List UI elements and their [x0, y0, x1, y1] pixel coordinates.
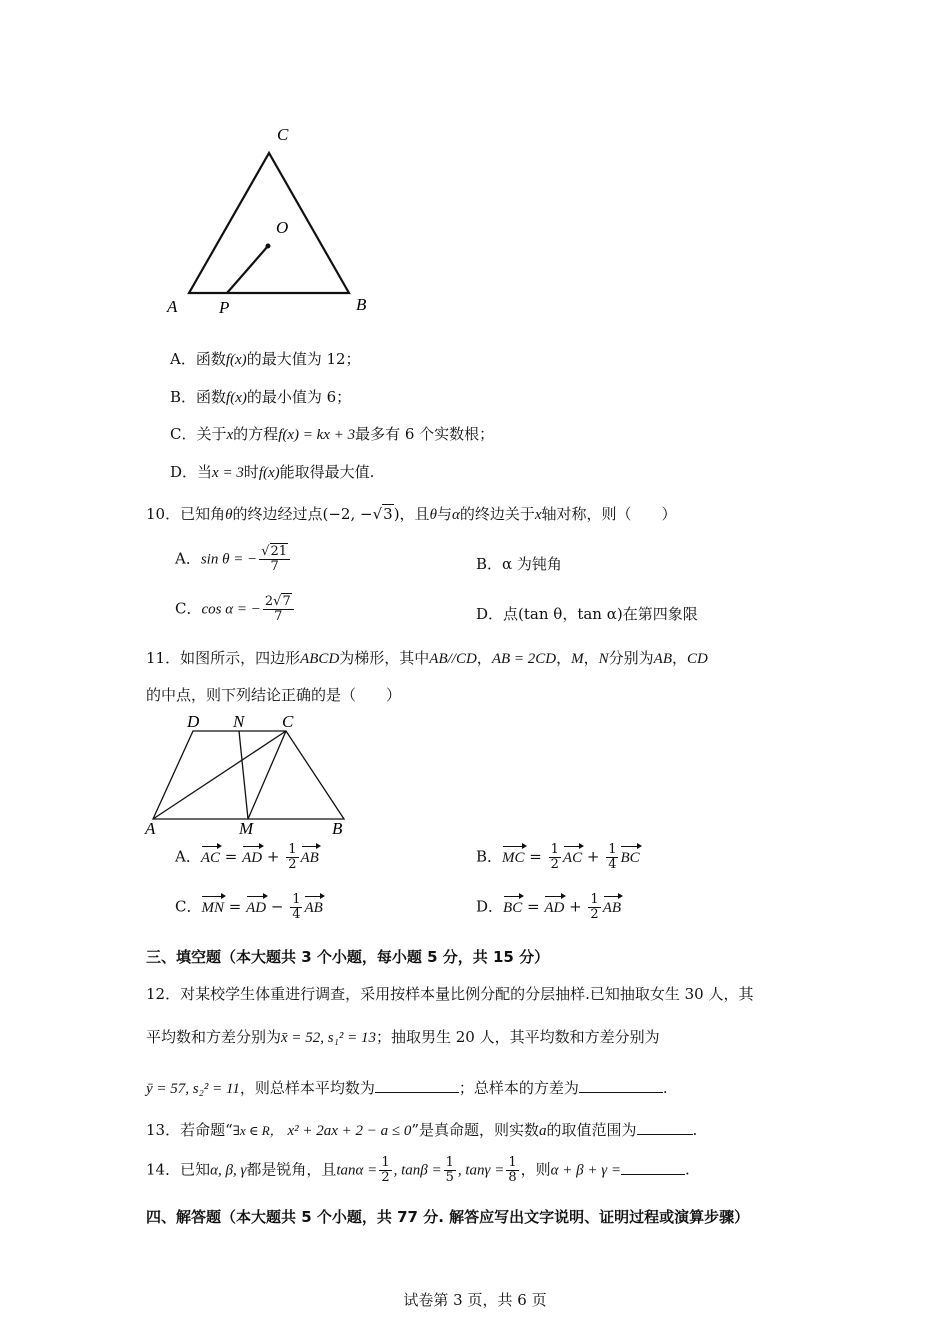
section-heading-fill-in: 三、填空题（本大题共 3 个小题，每小题 5 分，共 15 分）: [146, 948, 550, 966]
answer-blank-range[interactable]: [637, 1120, 693, 1135]
q14-line: 14．已知α, β, γ都是锐角，且tanα = $\frac{1}{2}$ , tanβ = $\frac{1}{5}$ , tanγ = $\frac{1}{8}$ ，则α + β + γ = .: [146, 1155, 690, 1185]
label-c: C: [282, 712, 294, 731]
label-d: D: [187, 712, 200, 731]
q9-option-b: B．函数f(x)的最小值为 6；: [170, 388, 352, 406]
q10-option-d: D．点(tan θ，tan α)在第四象限: [476, 605, 698, 623]
label-a: A: [167, 297, 178, 316]
label-m: M: [239, 819, 254, 838]
q10-stem: 10．已知角θ的终边经过点(−2, −√3)，且θ与α的终边关于x轴对称，则（ ）: [146, 505, 677, 523]
q11-stem-line-2: 的中点，则下列结论正确的是（ ）: [146, 686, 402, 704]
answer-blank-mean[interactable]: [375, 1078, 459, 1093]
label-o: O: [276, 218, 289, 237]
answer-blank-sum[interactable]: [621, 1160, 685, 1175]
label-b: B: [356, 295, 367, 314]
segment-mn: [239, 731, 248, 819]
q9-option-d: D．当x = 3时f(x)能取得最大值.: [170, 463, 375, 481]
q9-option-c: C．关于x的方程f(x) = kx + 3最多有 6 个实数根；: [170, 425, 495, 443]
label-b: B: [332, 819, 343, 838]
label-c: C: [277, 125, 289, 144]
q10-option-b: B．α 为钝角: [476, 555, 562, 573]
triangle-abc: [189, 153, 349, 293]
point-o: [266, 244, 271, 249]
q10-option-c: C．cos α = − $\frac{2√7}{7}$: [175, 595, 296, 624]
label-n: N: [233, 712, 245, 731]
q12-line-1: 12．对某校学生体重进行调查，采用按样本量比例分配的分层抽样.已知抽取女生 30 人，其: [146, 985, 754, 1003]
q9-option-a: A．函数f(x)的最大值为 12；: [170, 350, 361, 368]
page-footer: 试卷第 3 页，共 6 页: [403, 1291, 547, 1309]
label-p: P: [219, 298, 230, 317]
segment-po: [227, 246, 268, 293]
q13-line: 13．若命题“∃x ∈ R， x² + 2ax + 2 − a ≤ 0”是真命题，则实数a的取值范围为 .: [146, 1121, 698, 1139]
q11-stem-line-1: 11．如图所示，四边形ABCD为梯形，其中AB//CD，AB = 2CD，M，N分别为AB，CD: [146, 649, 708, 667]
q12-line-2: 平均数和方差分别为x̄ = 52, s₁² = 13；抽取男生 20 人，其平均数和方差分别为: [146, 1028, 660, 1046]
section-heading-solutions: 四、解答题（本大题共 5 个小题，共 77 分. 解答应写出文字说明、证明过程或演算步骤）: [146, 1208, 750, 1226]
trapezoid-figure: [140, 708, 360, 840]
label-a: A: [145, 819, 156, 838]
q11-option-b: B．MC = $\frac{1}{2}$ AC + $\frac{1}{4}$ BC: [476, 842, 640, 872]
answer-blank-variance[interactable]: [579, 1078, 663, 1093]
trapezoid-abcd: [153, 731, 344, 819]
q10-option-a: A．sin θ = − $\frac{√21}{7}$: [175, 545, 292, 574]
triangle-figure: [160, 118, 390, 323]
q12-line-3: ȳ = 57, s₂² = 11，则总样本平均数为 ；总样本的方差为 .: [146, 1079, 668, 1097]
q11-option-d: D．BC = AD + $\frac{1}{2}$ AB: [476, 892, 622, 922]
q11-option-c: C．MN = AD − $\frac{1}{4}$ AB: [175, 892, 323, 922]
q11-option-a: A．AC = AD + $\frac{1}{2}$ AB: [175, 842, 319, 872]
